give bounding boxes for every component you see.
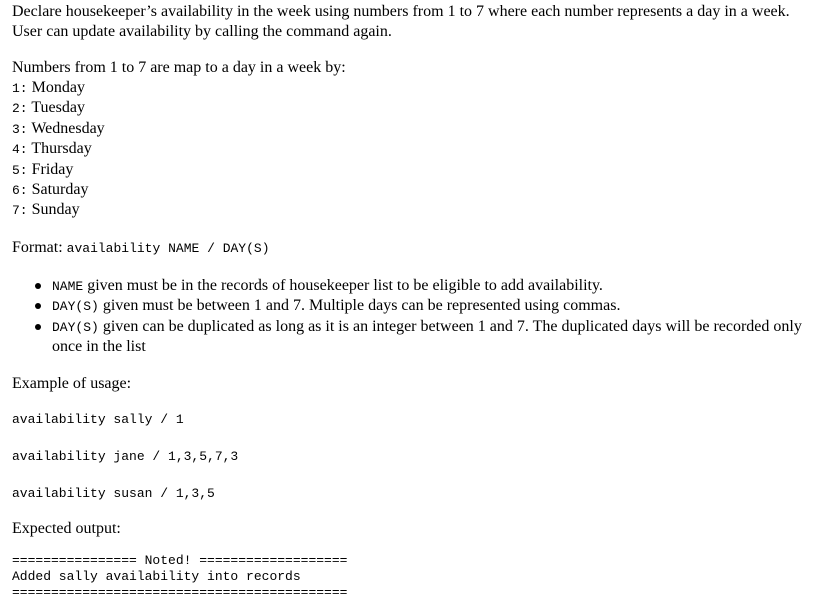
output-heading: Expected output: bbox=[12, 520, 121, 538]
day-mapping-list bbox=[12, 78, 812, 221]
rule-param: DAY(S) bbox=[52, 319, 99, 335]
rule-item bbox=[52, 296, 812, 316]
rules-list bbox=[12, 276, 812, 357]
bullet-icon bbox=[35, 324, 41, 330]
bullet-icon bbox=[35, 303, 41, 309]
rule-text: given must be in the records of housekeeper list to be eligible to add availability. bbox=[87, 276, 603, 294]
rule-text: given can be duplicated as long as it is an integer between 1 and 7. The duplicated days will be recorded only once in the list bbox=[52, 317, 802, 356]
examples-heading: Example of usage: bbox=[12, 375, 132, 393]
mapping-heading: Numbers from 1 to 7 are map to a day in a week by: bbox=[12, 59, 346, 76]
day-mapping-item: 3: Wednesday bbox=[12, 119, 105, 137]
example-command: availability jane / 1,3,5,7,3 bbox=[12, 449, 239, 465]
example-command: availability susan / 1,3,5 bbox=[12, 486, 215, 502]
output-line: Added sally availability into records bbox=[12, 569, 301, 585]
rule-item bbox=[52, 317, 812, 357]
bullet-icon bbox=[35, 283, 41, 289]
day-mapping-item: 7: Sunday bbox=[12, 201, 80, 219]
rule-param: DAY(S) bbox=[52, 299, 99, 315]
rule-text: given must be between 1 and 7. Multiple days can be represented using commas. bbox=[102, 297, 621, 315]
rule-item bbox=[52, 276, 812, 296]
output-line: ================ Noted! =================== bbox=[12, 553, 348, 569]
day-mapping-item: 4: Thursday bbox=[12, 140, 92, 158]
expected-output-block bbox=[12, 553, 812, 601]
format-line bbox=[12, 238, 812, 259]
intro-paragraph: Declare housekeeper’s availability in the week using numbers from 1 to 7 where each number represents a day in a week. User can update availability by calling the command again. bbox=[12, 3, 790, 40]
day-mapping-item: 2: Tuesday bbox=[12, 99, 85, 117]
rule-param: NAME bbox=[52, 278, 84, 294]
documentation-section bbox=[12, 2, 812, 601]
example-command: availability sally / 1 bbox=[12, 412, 184, 428]
day-mapping-item: 6: Saturday bbox=[12, 181, 89, 199]
format-command: availability NAME / DAY(S) bbox=[66, 240, 270, 256]
day-mapping-item: 1: Monday bbox=[12, 79, 85, 96]
format-label: Format: bbox=[12, 238, 63, 256]
output-line: =========================================== bbox=[12, 585, 348, 601]
day-mapping-item: 5: Friday bbox=[12, 160, 74, 178]
